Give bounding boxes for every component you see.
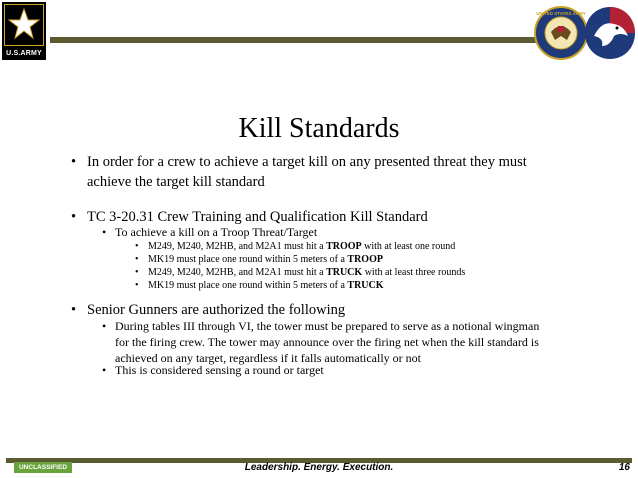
sub-sub-bullet-item — [135, 240, 558, 254]
bullet-icon: • — [135, 280, 139, 291]
sub-bullet-item — [102, 224, 555, 240]
bullet-text: In order for a crew to achieve a target kill on any presented threat they must achieve the target kill standard — [87, 154, 527, 190]
item-emphasis: TRUCK — [326, 267, 363, 278]
item-emphasis: TROOP — [326, 241, 362, 252]
bullet-icon: • — [135, 267, 139, 278]
sub-sub-bullet-item — [135, 253, 558, 267]
bullet-icon: • — [71, 302, 77, 318]
sub-sub-bullet-item — [135, 266, 558, 280]
item-emphasis: TROOP — [347, 254, 383, 265]
item-text: M249, M240, M2HB, and M2A1 must hit a — [148, 267, 327, 278]
classification-badge: UNCLASSIFIED — [14, 462, 72, 473]
bullet-text: TC 3-20.31 Crew Training and Qualification Kill Standard — [87, 209, 428, 225]
seal-text: UNITED STATES ARMY — [536, 11, 586, 16]
footer-tagline: Leadership. Energy. Execution. — [244, 462, 394, 473]
army-seal-icon — [534, 6, 588, 60]
army-star-icon — [6, 6, 42, 42]
item-text: MK19 must place one round within 5 meters of a — [148, 254, 348, 265]
item-text: with at least three rounds — [362, 267, 466, 278]
sub-sub-bullet-item — [135, 279, 558, 293]
page-number: 16 — [618, 462, 630, 473]
bullet-icon: • — [135, 241, 139, 252]
slide-title: Kill Standards — [238, 113, 400, 144]
bullet-item — [71, 152, 557, 192]
item-text: MK19 must place one round within 5 meters of a — [148, 280, 348, 291]
item-text: with at least one round — [361, 241, 456, 252]
bullet-icon: • — [102, 225, 107, 239]
sub-bullet-text: During tables III through VI, the tower must be prepared to serve as a notional wingman for the firing crew. The tower may announce over the firing net when the kill standard is achieved on any target, regardless if it falls automatically or not — [115, 319, 540, 365]
eagle-badge-icon — [584, 6, 636, 60]
logo-text: U.S.ARMY — [6, 50, 42, 57]
header-rule — [50, 37, 542, 43]
bullet-icon: • — [102, 319, 107, 333]
sub-bullet-item — [102, 362, 555, 378]
us-army-logo — [2, 2, 46, 60]
bullet-item — [71, 300, 557, 320]
bullet-icon: • — [71, 209, 77, 225]
sub-bullet-text: To achieve a kill on a Troop Threat/Target — [115, 225, 318, 239]
item-emphasis: TRUCK — [347, 280, 384, 291]
bullet-text: Senior Gunners are authorized the following — [87, 302, 346, 318]
sub-bullet-item — [102, 318, 555, 366]
sub-bullet-text: This is considered sensing a round or target — [115, 363, 324, 377]
bullet-icon: • — [102, 363, 107, 377]
bullet-icon: • — [135, 254, 139, 265]
item-text: M249, M240, M2HB, and M2A1 must hit a — [148, 241, 327, 252]
bullet-icon: • — [71, 154, 77, 170]
